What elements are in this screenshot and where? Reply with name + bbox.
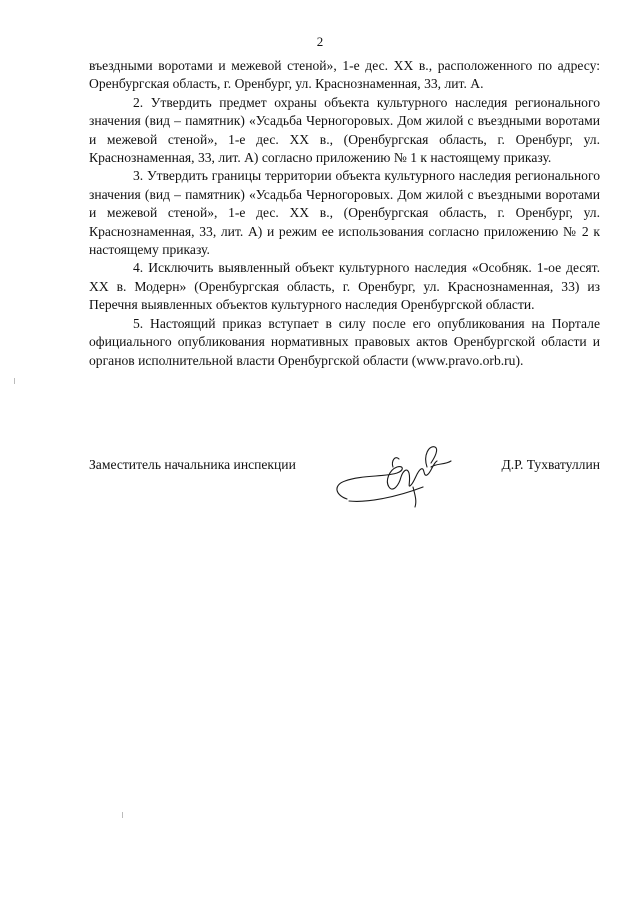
page-number: 2 bbox=[316, 34, 324, 49]
signer-position: Заместитель начальника инспекции bbox=[89, 457, 296, 472]
paragraph-continuation: въездными воротами и межевой стеной», 1-е дес. XX в., расположенного по адресу: Оренбургская область, г. Оренбург, ул. Краснознаменная, 33, лит. А. bbox=[89, 58, 600, 92]
signer-name: Д.Р. Тухватуллин bbox=[501, 457, 600, 472]
paragraph-item-5: 5. Настоящий приказ вступает в силу после его опубликования на Портале официального опубликования нормативных правовых актов Оренбургской области и органов исполнительной власти Оренбургской области (www.pravo.orb.ru). bbox=[89, 315, 600, 368]
document-body bbox=[89, 57, 600, 370]
scan-artifact bbox=[14, 378, 15, 384]
paragraph-item-4: 4. Исключить выявленный объект культурного наследия «Особняк. 1-ое десят. XX в. Модерн» (Оренбургская область, г. Оренбург, ул. Краснознаменная, 33) из Перечня выявленных объектов культурного наследия Оренбургской области. bbox=[89, 260, 600, 313]
handwritten-signature bbox=[327, 437, 457, 517]
paragraph-item-3: 3. Утвердить границы территории объекта культурного наследия регионального значения (вид – памятник) «Усадьба Черногоровых. Дом жилой с въездными воротами и межевой стеной», 1-е дес. XX в., (Оренбургская область, г. Оренбург, ул. Краснознаменная, 33, лит. А) и режим ее использования согласно приложению № 2 к настоящему приказу. bbox=[89, 168, 600, 258]
paragraph-item-2: 2. Утвердить предмет охраны объекта культурного наследия регионального значения (вид – памятник) «Усадьба Черногоровых. Дом жилой с въездными воротами и межевой стеной», 1-е дес. XX в., (Оренбургская область, г. Оренбург, ул. Краснознаменная, 33, лит. А) согласно приложению № 1 к настоящему приказу. bbox=[89, 94, 600, 166]
signature-block bbox=[89, 445, 600, 525]
scan-artifact bbox=[122, 812, 123, 818]
